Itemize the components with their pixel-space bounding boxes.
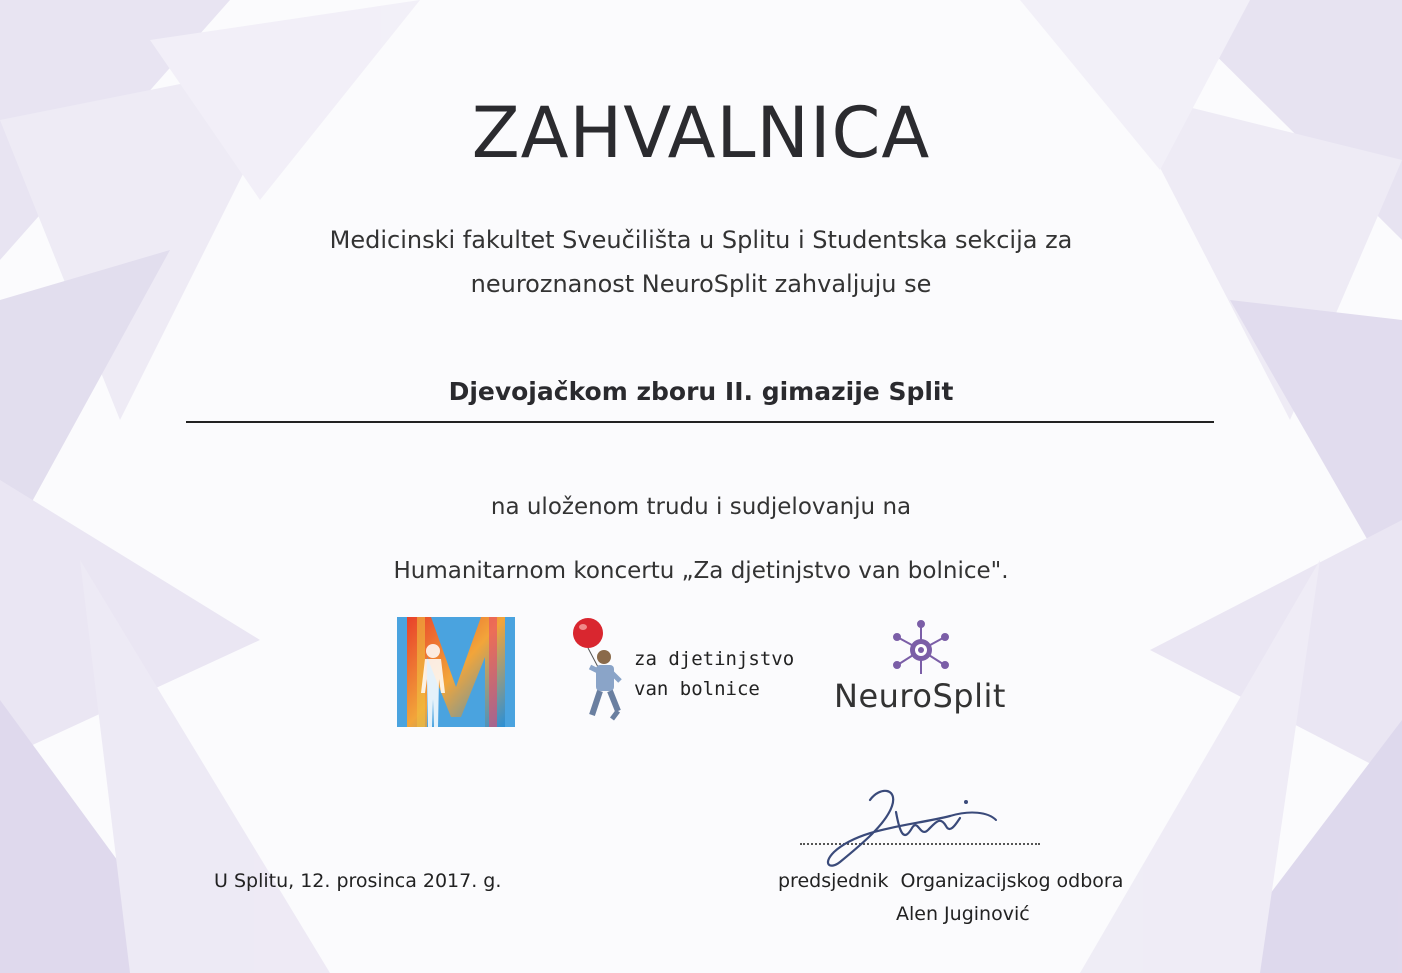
campaign-line-2: van bolnice	[634, 678, 760, 700]
intro-text	[0, 218, 1402, 306]
recipient-name: Djevojačkom zboru II. gimazije Split	[448, 377, 954, 406]
neuron-icon	[889, 620, 953, 676]
place-and-date: U Splitu, 12. prosinca 2017. g.	[214, 870, 502, 892]
campaign-logo-text	[634, 644, 794, 704]
recipient-underline	[186, 421, 1214, 423]
signer-role: predsjednik Organizacijskog odbora	[778, 870, 1124, 892]
letter-m-logo-icon	[397, 617, 515, 727]
reason-line-1: na uloženom trudu i sudjelovanju na	[490, 494, 912, 520]
signer-name: Alen Juginović	[896, 903, 1030, 925]
neurosplit-logo-text: NeuroSplit	[834, 677, 1006, 715]
handwritten-signature	[800, 772, 1000, 872]
certificate-title: ZAHVALNICA	[471, 92, 931, 174]
intro-line-1: Medicinski fakultet Sveučilišta u Splitu i Studentska sekcija za	[329, 226, 1073, 254]
intro-line-2: neuroznanost NeuroSplit zahvaljuju se	[470, 270, 932, 298]
reason-line-2: Humanitarnom koncertu „Za djetinjstvo van bolnice".	[393, 558, 1009, 584]
child-with-balloon-icon	[570, 615, 640, 727]
campaign-line-1: za djetinjstvo	[634, 648, 795, 670]
